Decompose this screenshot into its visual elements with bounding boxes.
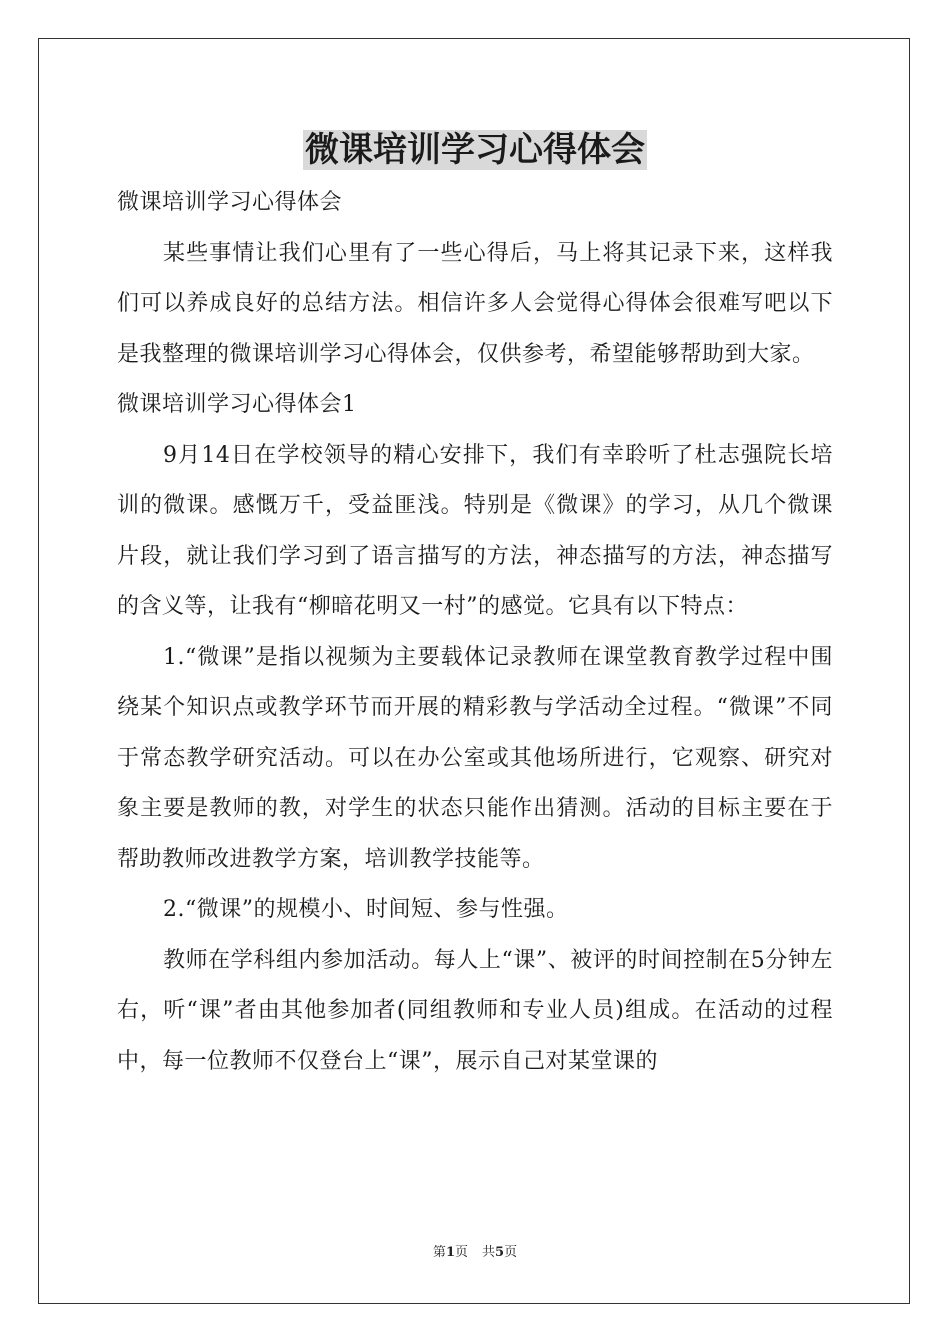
page-footer — [0, 1244, 950, 1262]
document-title — [0, 126, 950, 174]
footer-total-suffix: 页 — [504, 1245, 518, 1260]
paragraph-point-2: 2.“微课”的规模小、时间短、参与性强。 — [163, 897, 569, 922]
paragraph-point-1: 1.“微课”是指以视频为主要载体记录教师在课堂教育教学过程中围绕某个知识点或教学环节而开展的精彩教与学活动全过程。“微课”不同于常态教学研究活动。可以在办公室或其他场所进行，它观察、研究对象主要是教师的教，对学生的状态只能作出猜测。活动的目标主要在于帮助教师改进教学方案，培训教学技能等。 — [117, 644, 833, 872]
paragraph-subtitle: 微课培训学习心得体会 — [117, 190, 343, 215]
document-body — [117, 178, 833, 1087]
footer-page-total: 5 — [495, 1245, 505, 1260]
paragraph-section-heading: 微课培训学习心得体会1 — [117, 392, 357, 417]
footer-page-current: 1 — [445, 1245, 455, 1260]
footer-total-prefix: 共 — [482, 1245, 496, 1260]
footer-page-mid: 页 — [454, 1245, 468, 1260]
paragraph-body: 教师在学科组内参加活动。每人上“课”、被评的时间控制在5分钟左右，听“课”者由其他参加者(同组教师和专业人员)组成。在活动的过程中，每一位教师不仅登台上“课”，展示自己对某堂课的 — [117, 947, 833, 1074]
document-title-text: 微课培训学习心得体会 — [305, 130, 645, 170]
footer-page-prefix: 第 — [432, 1245, 446, 1260]
paragraph-body: 9月14日在学校领导的精心安排下，我们有幸聆听了杜志强院长培训的微课。感慨万千，受益匪浅。特别是《微课》的学习，从几个微课片段，就让我们学习到了语言描写的方法，神态描写的方法，神态描写的含义等，让我有“柳暗花明又一村”的感觉。它具有以下特点： — [117, 442, 833, 619]
paragraph-intro: 某些事情让我们心里有了一些心得后，马上将其记录下来，这样我们可以养成良好的总结方法。相信许多人会觉得心得体会很难写吧以下是我整理的微课培训学习心得体会，仅供参考，希望能够帮助到大家。 — [117, 240, 833, 367]
